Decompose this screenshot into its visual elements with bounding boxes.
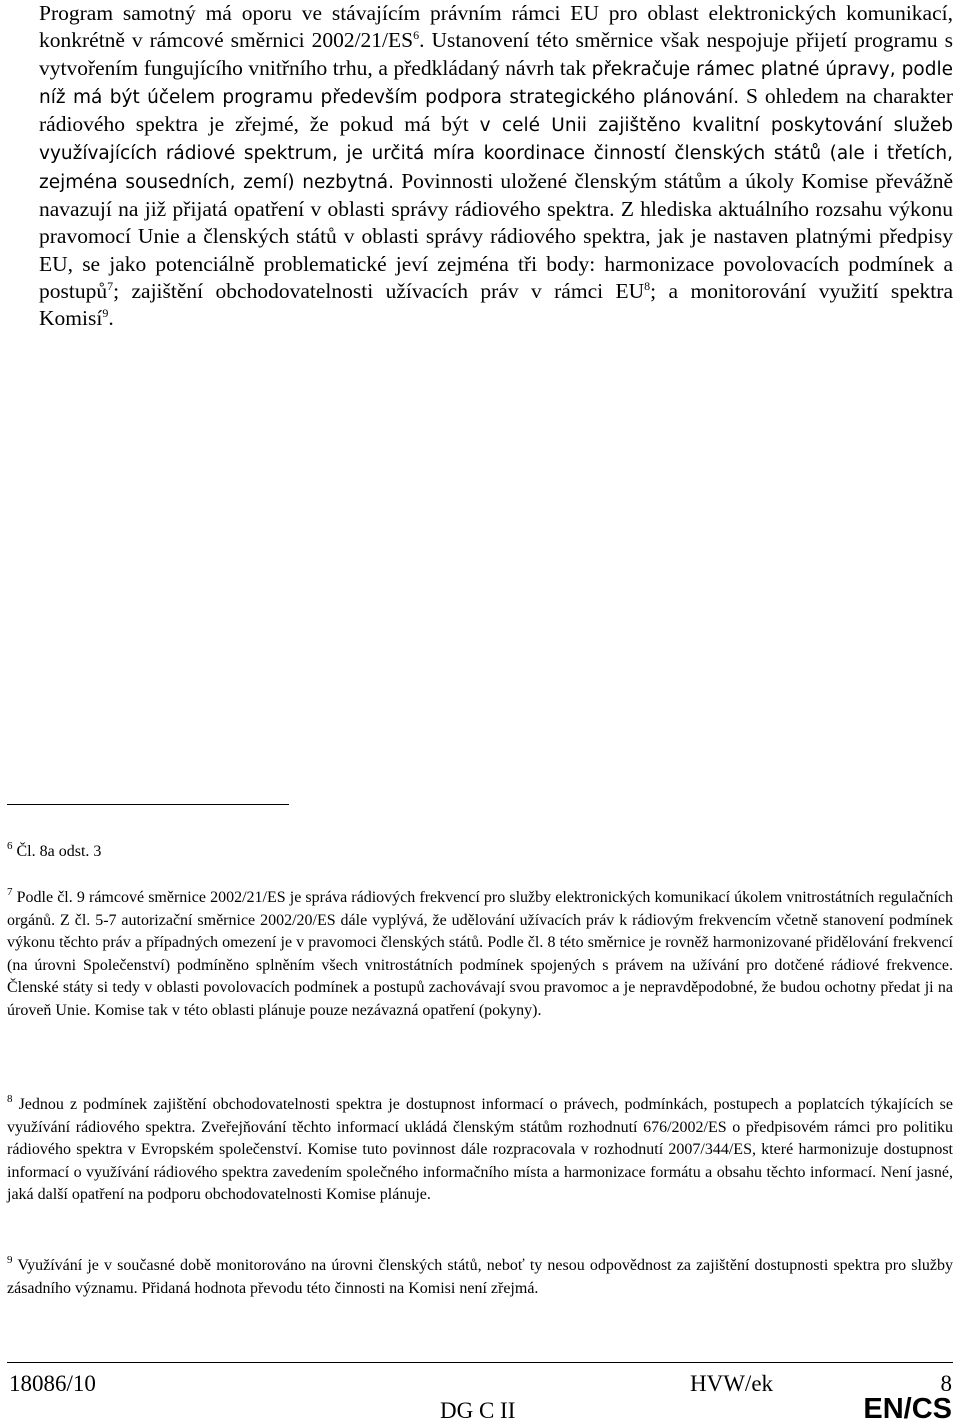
text-segment: ; zajištění obchodovatelnosti užívacích práv v rámci EU <box>113 278 645 303</box>
text-segment-sans: překračuje rámec platné úpravy, podle níž má být účelem programu především podpora strategického plánování. <box>39 58 953 108</box>
text-segment: S ohledem na charakter rádiového spektra je zřejmé, že pokud má být <box>39 83 953 137</box>
directorate-label: DG C II <box>440 1398 516 1423</box>
language-code: EN/CS <box>863 1393 952 1425</box>
footnote-number: 8 <box>7 1093 13 1105</box>
footnote-9 <box>7 1255 953 1300</box>
footnote-8 <box>7 1094 953 1207</box>
document-number: 18086/10 <box>9 1371 96 1396</box>
footnote-ref-6: 6 <box>413 28 420 43</box>
footnote-text: Jednou z podmínek zajištění obchodovatelnosti spektra je dostupnost informací o právech, podmínkách, postupech a poplatcích týkajících se využívání rádiového spektra. Zveřejňování těchto informací ukládá členským státům rozhodnutí 676/2002/ES o předpisovém rámci pro politiku rádiového spektra v Evropském společenství. Komise tuto povinnost dále rozpracovala v rozhodnutí 2007/344/ES, které harmonizuje dostupnost informací o využívání rádiového spektra zavedením společného informačního místa a harmonizace formátu a obsahu těchto informací. Není jasné, jaká další opatření na podporu obchodovatelnosti Komise plánuje. <box>7 1096 953 1204</box>
footnote-7 <box>7 887 953 1023</box>
body-paragraph <box>39 0 953 333</box>
text-segment-sans: v celé Unii zajištěno kvalitní poskytování služeb využívajících rádiové spektrum, je určitá míra koordinace činností členských států (ale i třetích, zejména sousedních, zemí) nezbytná. <box>39 115 953 193</box>
footnote-ref-8: 8 <box>644 278 651 293</box>
text-segment: ; a monitorování využití spektra Komisí <box>39 278 953 331</box>
footnote-text: Podle čl. 9 rámcové směrnice 2002/21/ES je správa rádiových frekvencí pro služby elektronických komunikací úkolem vnitrostátních regulačních orgánů. Z čl. 5-7 autorizační směrnice 2002/20/ES dále vyplývá, že udělování užívacích práv k rádiovým frekvencím včetně stanovení podmínek výkonu těchto práv a případných omezení je v pravomoci členských států. Podle čl. 8 této směrnice je rovněž harmonizované přidělování frekvencí (na úrovni Společenství) podmíněno splněním všech vnitrostátních podmínek spojených s právem na užívání pro dotčené rádiové frekvence. Členské státy si tedy v oblasti povolovacích podmínek a postupů zachovávají svou pravomoc a je nepravděpodobné, že budou ochotny předat ji na úroveň Unie. Komise tak v této oblasti plánuje pouze nezávazná opatření (pokyny). <box>7 889 953 1019</box>
footnote-text: Čl. 8a odst. 3 <box>12 843 102 860</box>
department-code: HVW/ek <box>690 1371 774 1396</box>
footnote-number: 6 <box>7 840 13 852</box>
footnote-ref-7: 7 <box>107 278 114 293</box>
text-segment: . <box>108 306 114 331</box>
footnote-number: 7 <box>7 886 13 898</box>
footnote-6 <box>7 841 953 864</box>
footnote-number: 9 <box>7 1254 13 1266</box>
footer-separator <box>7 1362 953 1363</box>
text-segment: Povinnosti uložené členským státům a úkoly Komise převážně navazují na již přijatá opatření v oblasti správy rádiového spektra. Z hlediska aktuálního rozsahu výkonu pravomocí Unie a členských států v oblasti správy rádiového spektra, jak je nastaven platnými předpisy EU, se jako potenciálně problematické jeví zejména tři body: harmonizace povolovacích podmínek a postupů <box>39 168 953 303</box>
footnote-separator <box>7 804 289 805</box>
text-segment: . Ustanovení této směrnice však nespojuje přijetí programu s vytvořením fungujícího vnitřního trhu, a předkládaný návrh tak <box>39 28 953 80</box>
text-segment: Program samotný má oporu ve stávajícím právním rámci EU pro oblast elektronických komunikací, konkrétně v rámcové směrnici 2002/21/ES <box>39 1 953 53</box>
footnote-ref-9: 9 <box>102 306 109 321</box>
page-number: 8 <box>940 1371 952 1396</box>
footnote-text: Využívání je v současné době monitorováno na úrovni členských států, neboť ty nesou odpovědnost za zajištění dostupnosti spektra pro služby zásadního významu. Přidaná hodnota převodu této činnosti na Komisi není zřejmá. <box>7 1257 953 1297</box>
